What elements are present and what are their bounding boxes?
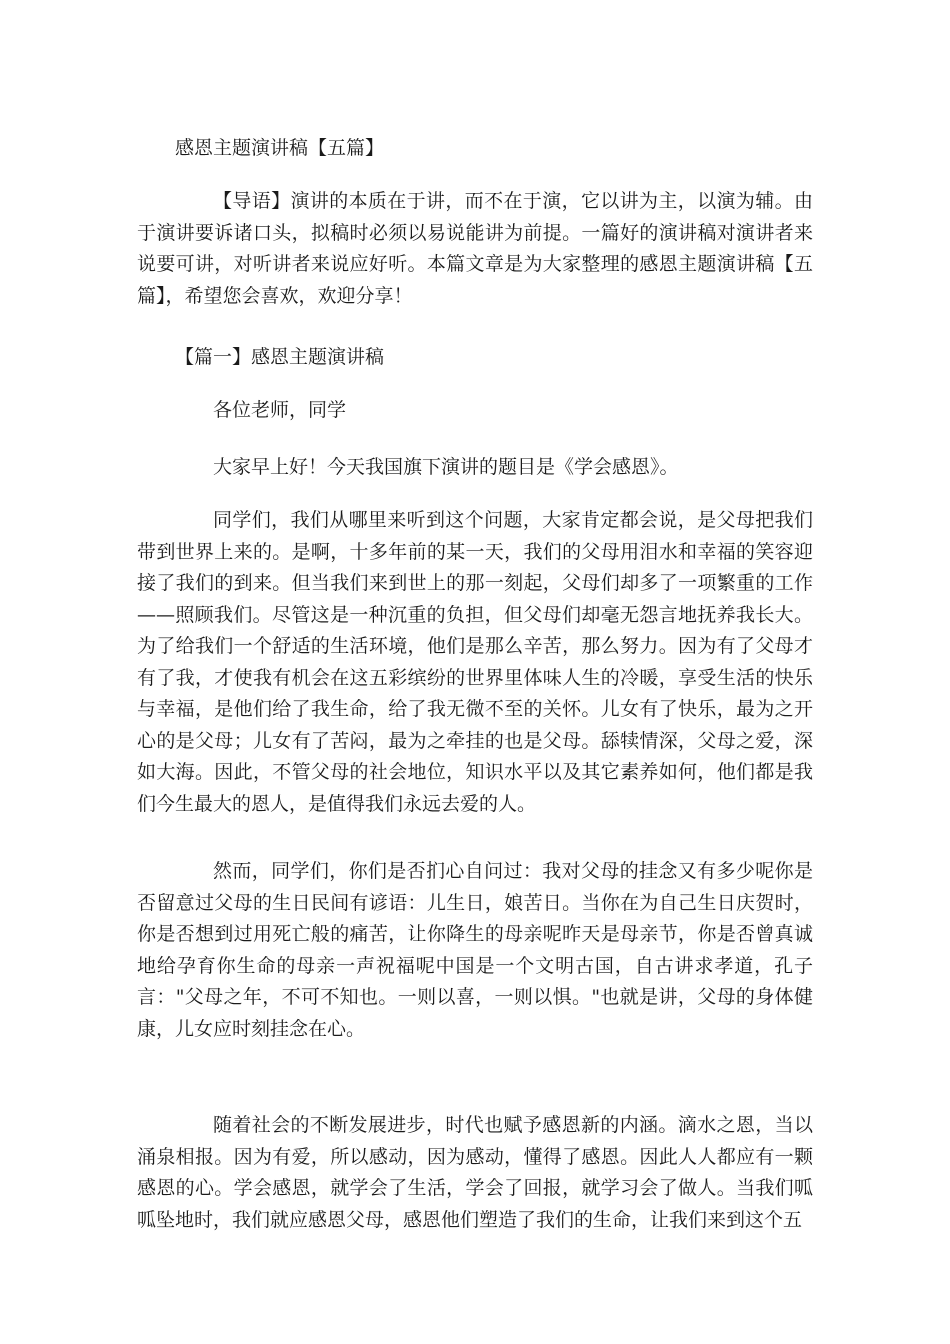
salutation: 各位老师，同学 xyxy=(213,399,347,421)
section-heading: 【篇一】感恩主题演讲稿 xyxy=(175,346,385,368)
intro-paragraph: 【导语】演讲的本质在于讲，而不在于演，它以讲为主，以演为辅。由于演讲要诉诸口头，拟稿时必须以易说能讲为前提。一篇好的演讲稿对演讲者来说要可讲，对听讲者来说应好听。本篇文章是为大家整理的感恩主题演讲稿【五篇】，希望您会喜欢，欢迎分享！ xyxy=(137,190,813,307)
body-paragraph-2: 然而，同学们，你们是否扪心自问过：我对父母的挂念又有多少呢你是否留意过父母的生日民间有谚语：儿生日，娘苦日。当你在为自己生日庆贺时，你是否想到过用死亡般的痛苦，让你降生的母亲呢昨天是母亲节，你是否曾真诚地给孕育你生命的母亲一声祝福呢中国是一个文明古国，自古讲求孝道，孔子言："父母之年，不可不知也。一则以喜，一则以惧。"也就是讲，父母的身体健康，儿女应时刻挂念在心。 xyxy=(137,860,813,1040)
document-title: 感恩主题演讲稿【五篇】 xyxy=(175,137,385,159)
body-paragraph-1: 同学们，我们从哪里来听到这个问题，大家肯定都会说，是父母把我们带到世界上来的。是啊，十多年前的某一天，我们的父母用泪水和幸福的笑容迎接了我们的到来。但当我们来到世上的那一刻起，父母们却多了一项繁重的工作——照顾我们。尽管这是一种沉重的负担，但父母们却毫无怨言地抚养我长大。为了给我们一个舒适的生活环境，他们是那么辛苦，那么努力。因为有了父母才有了我，才使我有机会在这五彩缤纷的世界里体味人生的冷暖，享受生活的快乐与幸福，是他们给了我生命，给了我无微不至的关怀。儿女有了快乐，最为之开心的是父母；儿女有了苦闷，最为之牵挂的也是父母。舔犊情深，父母之爱，深如大海。因此，不管父母的社会地位，知识水平以及其它素养如何，他们都是我们今生最大的恩人，是值得我们永远去爱的人。 xyxy=(137,509,813,815)
greeting: 大家早上好！今天我国旗下演讲的题目是《学会感恩》。 xyxy=(213,456,679,478)
body-paragraph-3: 随着社会的不断发展进步，时代也赋予感恩新的内涵。滴水之恩，当以涌泉相报。因为有爱，所以感动，因为感动，懂得了感恩。因此人人都应有一颗感恩的心。学会感恩，就学会了生活，学会了回报，就学习会了做人。当我们呱呱坠地时，我们就应感恩父母，感恩他们塑造了我们的生命，让我们来到这个五 xyxy=(137,1114,813,1231)
